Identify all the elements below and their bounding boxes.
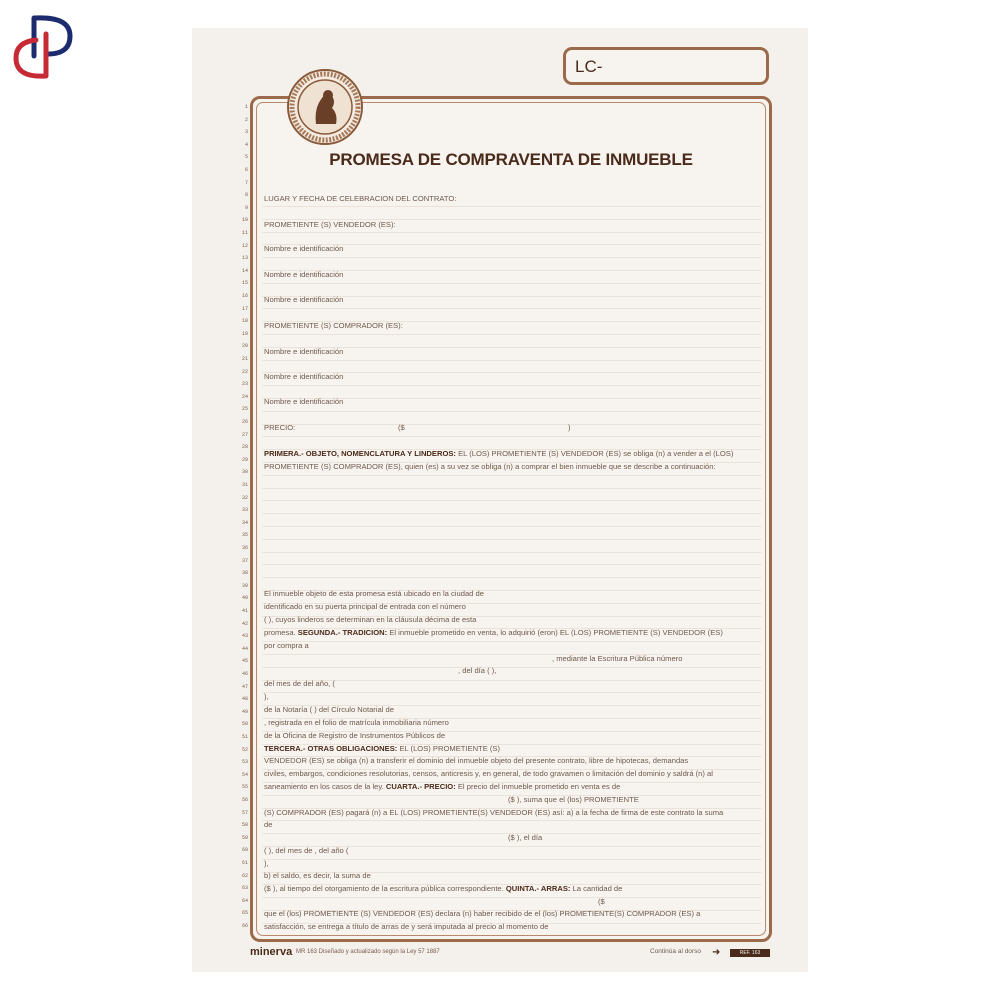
line-number: 19 — [241, 330, 248, 337]
ruled-line — [262, 424, 762, 425]
line-number: 16 — [241, 293, 248, 299]
line-number: 47 — [241, 683, 248, 690]
ruled-line — [262, 232, 762, 233]
clause-third-heading: TERCERA.- OTRAS OBLIGACIONES: EL (LOS) PROMETIENTE (S) — [264, 744, 500, 753]
line-number: 45 — [241, 658, 248, 665]
arras-amount-line: ($ — [598, 897, 605, 906]
line-number: 14 — [241, 267, 248, 274]
line-number: 2 — [244, 116, 248, 123]
ruled-line — [262, 257, 762, 258]
ruled-line — [262, 334, 762, 335]
line-number: 57 — [241, 809, 248, 816]
payment-de-line: de — [264, 820, 273, 829]
payment-terms-line: (S) COMPRADOR (ES) pagará (n) a EL (LOS) PROMETIENTE(S) VENDEDOR (ES) así: a) a la fecha de firma de este contrato la suma — [264, 808, 724, 817]
deed-number-line: , mediante la Escritura Pública número — [552, 654, 683, 663]
buyer-name-field-1: Nombre e identificación — [264, 347, 344, 356]
line-number: 60 — [241, 847, 248, 854]
arras-received-line: que el (los) PROMETIENTE (S) VENDEDOR (ES) declara (n) haber recibido de el (los) PROMETIENTE(S) COMPRADOR (ES) a — [264, 909, 701, 918]
line-number: 44 — [241, 645, 248, 652]
document-seal-icon — [286, 68, 364, 146]
contract-code-box — [563, 47, 769, 85]
line-number: 36 — [241, 545, 248, 551]
deed-day-line: , del día ( ), — [458, 666, 497, 675]
line-number: 17 — [241, 305, 248, 312]
line-number: 7 — [244, 179, 248, 186]
continues-label: Continúa al dorso — [650, 948, 701, 955]
property-number-line: identificado en su puerta principal de entrada con el número — [264, 602, 466, 611]
line-number: 10 — [241, 217, 248, 224]
buyer-name-field-2: Nombre e identificación — [264, 372, 344, 381]
line-number: 6 — [244, 167, 248, 173]
ruled-line — [262, 411, 762, 412]
line-number: 11 — [241, 230, 248, 236]
line-number: 37 — [241, 557, 248, 564]
line-number: 48 — [241, 696, 248, 703]
clause-third-line-2: civiles, embargos, condiciones resolutorias, censos, anticresis y, en general, de todo gravamen o limitación del dominio y saldrá (n) al — [264, 769, 713, 778]
line-number: 33 — [241, 507, 248, 514]
buyer-heading: PROMETIENTE (S) COMPRADOR (ES): — [264, 321, 403, 330]
line-number: 4 — [244, 141, 248, 148]
ruled-line — [262, 206, 762, 207]
footer-code: MR 163 Diseñado y actualizado según la Ley 57 1887 — [296, 949, 440, 955]
ruled-line — [262, 488, 762, 489]
price-open-paren: ($ — [398, 423, 405, 432]
footer-ref-badge: REF. 163 — [730, 949, 770, 957]
payment-close-line: ), — [264, 859, 269, 868]
line-number: 3 — [244, 129, 248, 136]
deed-month-year-line: del mes de del año, ( — [264, 679, 335, 688]
ruled-line — [262, 564, 762, 565]
line-number: 50 — [241, 721, 248, 728]
boundaries-line: ( ), cuyos linderos se determinan en la cláusula décima de esta — [264, 615, 477, 624]
registry-office-line: de la Oficina de Registro de Instrumentos Públicos de — [264, 731, 446, 740]
line-number: 18 — [241, 318, 248, 325]
line-number: 31 — [241, 482, 248, 488]
line-number: 21 — [241, 356, 248, 362]
line-number: 29 — [241, 456, 248, 463]
line-number: 58 — [241, 822, 248, 829]
line-number: 23 — [241, 381, 248, 388]
line-number: 49 — [241, 708, 248, 715]
price-label: PRECIO: — [264, 423, 296, 432]
line-number: 12 — [241, 242, 248, 249]
line-number: 25 — [241, 406, 248, 413]
clause-third-line-1: VENDEDOR (ES) se obliga (n) a transferir el dominio del inmueble objeto del presente contrato, libre de hipotecas, demandas — [264, 756, 689, 765]
clause-fourth-line: saneamiento en los casos de la ley. CUARTA.- PRECIO: El precio del inmueble prometido en venta es de — [264, 782, 621, 791]
line-number: 9 — [244, 204, 248, 211]
footer-brand: minerva — [250, 946, 293, 958]
form-footer — [250, 946, 772, 960]
line-number: 66 — [241, 923, 248, 929]
ruled-line — [262, 500, 762, 501]
clause-first-line-1: PRIMERA.- OBJETO, NOMENCLATURA Y LINDEROS: EL (LOS) PROMETIENTE (S) VENDEDOR (ES) se obliga (n) a vender a el (LOS) — [264, 449, 734, 458]
line-number: 32 — [241, 494, 248, 501]
line-number: 43 — [241, 633, 248, 640]
line-number: 30 — [241, 469, 248, 476]
line-number: 63 — [241, 885, 248, 892]
line-number: 59 — [241, 834, 248, 841]
seller-heading: PROMETIENTE (S) VENDEDOR (ES): — [264, 220, 396, 229]
line-number: 52 — [241, 746, 248, 753]
line-number: 24 — [241, 393, 248, 400]
purchase-from-line: por compra a — [264, 641, 309, 650]
line-number: 22 — [241, 368, 248, 375]
document-title: PROMESA DE COMPRAVENTA DE INMUEBLE — [329, 150, 693, 169]
line-number: 62 — [241, 872, 248, 879]
seller-name-field-3: Nombre e identificación — [264, 295, 344, 304]
line-number: 64 — [241, 897, 248, 904]
line-number: 35 — [241, 532, 248, 539]
ruled-line — [262, 308, 762, 309]
line-number: 20 — [241, 343, 248, 350]
notary-line: de la Notaría ( ) del Círculo Notarial de — [264, 705, 394, 714]
payment-date-line: ($ ), el día — [508, 833, 543, 842]
line-number: 28 — [241, 444, 248, 451]
arrow-right-icon: ➜ — [712, 947, 721, 958]
line-number: 65 — [241, 910, 248, 917]
line-number: 41 — [241, 608, 248, 614]
line-number: 61 — [241, 860, 248, 866]
payment-month-year-line: ( ), del mes de , del año ( — [264, 846, 349, 855]
ruled-line — [262, 360, 762, 361]
ruled-line — [262, 513, 762, 514]
line-number: 5 — [244, 154, 248, 161]
clause-second-line: promesa. SEGUNDA.- TRADICION: El inmueble prometido en venta, lo adquirió (eron) EL (LOS) PROMETIENTE (S) VENDEDOR (ES) — [264, 628, 723, 637]
price-close-paren: ) — [568, 423, 571, 432]
place-date-label: LUGAR Y FECHA DE CELEBRACION DEL CONTRATO: — [264, 194, 457, 203]
line-number: 53 — [241, 759, 248, 766]
ruled-line — [262, 539, 762, 540]
line-number: 34 — [241, 519, 248, 526]
ruled-line — [262, 283, 762, 284]
ruled-line — [262, 475, 762, 476]
line-number: 27 — [241, 431, 248, 438]
clause-fifth-line: ($ ), al tiempo del otorgamiento de la escritura pública correspondiente. QUINTA.- ARRAS: La cantidad de — [264, 884, 623, 893]
price-sum-line: ($ ), suma que el (los) PROMETIENTE — [508, 795, 639, 804]
line-number: 51 — [241, 734, 248, 740]
deed-close-line: ), — [264, 692, 269, 701]
property-location-line: El inmueble objeto de esta promesa está ubicado en la ciudad de — [264, 589, 484, 598]
buyer-name-field-3: Nombre e identificación — [264, 397, 344, 406]
ruled-line — [262, 577, 762, 578]
line-number: 8 — [244, 192, 248, 199]
seller-name-field-1: Nombre e identificación — [264, 244, 344, 253]
ruled-line — [262, 385, 762, 386]
line-number: 54 — [241, 771, 248, 778]
line-number: 39 — [241, 582, 248, 589]
line-number: 13 — [241, 255, 248, 262]
arras-title-line: satisfacción, se entrega a título de arras de y será imputada al precio al momento de — [264, 922, 549, 931]
line-number: 15 — [241, 280, 248, 287]
line-number: 56 — [241, 797, 248, 803]
ruled-line — [262, 436, 762, 437]
line-number: 40 — [241, 595, 248, 602]
brand-logo-icon — [12, 12, 80, 84]
contract-code-prefix: LC- — [575, 57, 603, 76]
seller-name-field-2: Nombre e identificación — [264, 270, 344, 279]
line-number: 1 — [244, 104, 248, 110]
line-number: 26 — [241, 419, 248, 425]
clause-first-line-2: PROMETIENTE (S) COMPRADOR (ES), quien (es) a su vez se obliga (n) a comprar el bien inmueble que se describe a continuación: — [264, 462, 716, 471]
line-number: 38 — [241, 570, 248, 577]
line-number: 42 — [241, 620, 248, 627]
ruled-line — [262, 552, 762, 553]
line-number: 55 — [241, 784, 248, 791]
ruled-line — [262, 526, 762, 527]
balance-line: b) el saldo, es decir, la suma de — [264, 871, 371, 880]
line-number: 46 — [241, 671, 248, 677]
registry-folio-line: , registrada en el folio de matrícula inmobiliaria número — [264, 718, 449, 727]
